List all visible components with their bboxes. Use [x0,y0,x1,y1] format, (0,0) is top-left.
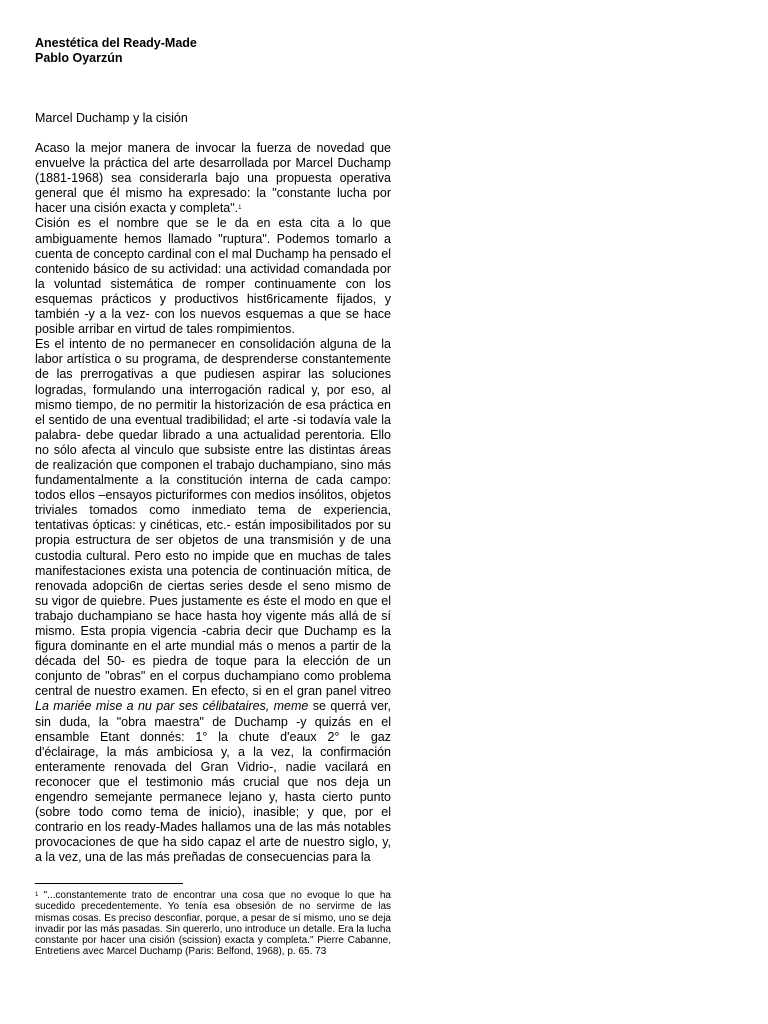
artwork-title: La mariée mise a nu par ses célibataires, meme [35,699,309,714]
section-heading: Marcel Duchamp y la cisión [35,111,188,125]
footnote-text: "...constantemente trato de encontrar una cosa que no evoque lo que ha sucedido precedentemente. Yo tenía esa obsesión de no servirme de las mismas cosas. Es preciso desconfiar, porque, a pesar de sí mismo, uno se deja invadir por las más pasadas. Sin quererlo, uno introduce un detalle. Era la lucha constante por hacer una cisión (scission) exacta y completa." Pierre Cabanne, Entretiens avec Marcel Duchamp (Paris: Belfond, 1968), p. 65. 73 [35,890,391,958]
document-title: Anestética del Ready-Made [35,36,197,50]
footnote-divider [35,883,183,884]
paragraph-2: Cisión es el nombre que se le da en esta cita a lo que ambiguamente hemos llamado "ruptura". Podemos tomarlo a cuenta de concepto cardinal con el mal Duchamp ha pensado el contenido básico de su actividad: una actividad comandada por la voluntad sistemática de romper continuamente con los esquemas prácticos y productivos hist6ricamente fijados, y también -y a la vez- con los nuevos esquemas a que se hace posible arribar en virtud de tales rompimientos. [35,216,391,337]
paragraph-1-text: Acaso la mejor manera de invocar la fuerza de novedad que envuelve la práctica del arte desarrollada por Marcel Duchamp (1881-1968) sea considerarla bajo una propuesta operativa general que él mismo ha expresado: la "constante lucha por hacer una cisión exacta y completa". [35,141,391,216]
footnote-number: 1 [35,892,39,898]
paragraph-3 [35,337,391,865]
paragraph-3-start: Es el intento de no permanecer en consolidación alguna de la labor artística o su programa, de desprenderse constantemente de las prerrogativas a que pudiesen aspirar las soluciones logradas, formulando una interrogación radical y, por eso, al mismo tiempo, de no permitir la historización de esa práctica en el sentido de una eventual tradibilidad; el arte -si todavía vale la palabra- debe quedar librado a una actualidad perentoria. Ello no sólo afecta al vinculo que subsiste entre las distintas áreas de realización que componen el trabajo duchampiano, sino más fundamentalmente a la constitución interna de cada campo: todos ellos –ensayos picturiformes con medios insólitos, objetos triviales tomados como inmediato tema de experiencia, tentativas ópticas: y cinéticas, etc.- están imposibilitados por su propia estructura de ser objetos de una transmisión y de una custodia cultural. Pero esto no impide que en muchas de tales manifestaciones exista una potencia de continuación mítica, de renovada adopci6n de ciertas series desde el seno mismo de su vigor de quiebre. Pues justamente es éste el modo en que el trabajo duchampiano se hace hasta hoy vigente más allá de sí mismo. Esta propia vigencia -cabria decir que Duchamp es la figura dominante en el arte mundial más o menos a partir de la década del 50- es piedra de toque para la elección de un conjunto de "obras" en el corpus duchampiano como problema central de nuestro examen. En efecto, si en el gran panel vitreo [35,337,391,699]
footnote-reference[interactable]: 1 [238,205,242,212]
paragraph-1 [35,141,391,216]
body-text [35,141,391,866]
document-page [35,36,391,866]
footnote [35,890,391,958]
paragraph-3-end: se querrá ver, sin duda, la "obra maestra" de Duchamp -y quizás en el ensamble Etant donnés: 1° la chute d'eaux 2° le gaz d'éclairage, la más ambiciosa y, a la vez, la confirmación enteramente renovada del Gran Vidrio-, nadie vacilará en reconocer que el testimonio más crucial que nos deja un engendro semejante permanece lejano y, hasta cierto punto (sobre todo como tema de inicio), inasible; y que, por el contrario en los ready-Mades hallamos una de las más notables provocaciones de que ha sido capaz el arte de nuestro siglo, y, a la vez, una de las más preñadas de consecuencias para la [35,699,392,865]
document-author: Pablo Oyarzún [35,51,123,65]
